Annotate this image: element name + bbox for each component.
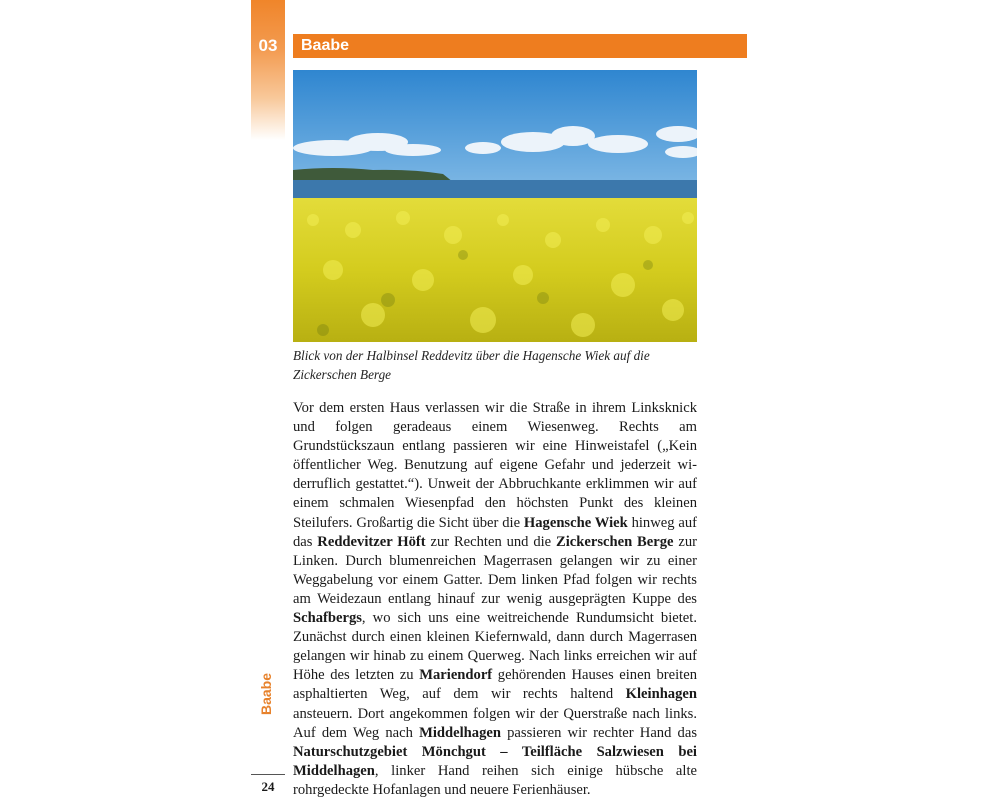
chapter-edge-tab bbox=[251, 0, 285, 140]
side-chapter-label: Baabe bbox=[258, 672, 274, 715]
body-text-run: zur Rechten und die bbox=[425, 533, 556, 550]
body-text-run: zur Linken. Durch blumenreichen Magerrasen gelangen wir zu einer Weggabelung vor einem Gatter. Dem linken Pfad folgen wir rechts am Weidezaun entlang hinauf zur wenig ausgeprägten Kuppe des bbox=[293, 533, 697, 607]
body-text-run: hinweg auf das bbox=[293, 514, 697, 550]
sky bbox=[293, 70, 697, 185]
body-text-run: passieren wir rechter Hand das bbox=[500, 724, 697, 741]
bold-place-name: Hagensche Wiek bbox=[523, 514, 628, 531]
landscape-photo bbox=[293, 70, 697, 342]
body-text-run: , linker Hand reihen sich einige hübsche alte rohrgedeckte Hofanlagen und neuere Ferienhäuser. bbox=[293, 762, 697, 798]
chapter-title: Baabe bbox=[301, 37, 350, 54]
bold-place-name: Schafbergs bbox=[293, 610, 362, 627]
bold-place-name: Kleinhagen bbox=[625, 686, 697, 703]
body-text-run: Vor dem ersten Haus verlassen wir die Straße in ihrem Linksknick und folgen geradeaus einem Wiesenweg. Rechts am Grundstückszaun entlang passieren wir eine Hinweistafel („Kein öffentlicher Weg. Benutzung auf eigene Gefahr und jederzeit widerruflich gestattet.“). Unweit der Abbruchkante erklimmen wir auf einem schmalen Wiesenpfad den höchsten Punkt des kleinen Steilufers. Großartig die Sicht über die bbox=[293, 400, 697, 531]
chapter-number: 03 bbox=[258, 36, 278, 55]
page-number-rule bbox=[251, 774, 285, 775]
bold-place-name: Zickerschen Berge bbox=[556, 533, 674, 550]
chapter-header-bar bbox=[293, 34, 747, 58]
body-text-run: ansteuern. Dort angekommen folgen wir der Querstraße nach links. Auf dem Weg nach bbox=[293, 705, 697, 741]
page-number: 24 bbox=[261, 779, 275, 794]
body-text-run: , wo sich uns eine weitreichende Rundumsicht bietet. Zunächst durch einen kleinen Kiefernwald, dann durch Magerrasen gelangen wir hinab zu einem Querweg. Nach links erreichen wir auf Höhe des letzten zu bbox=[293, 610, 697, 684]
bold-place-name: Naturschutzgebiet Mönchgut – Teilfläche Salzwiesen bei Middelhagen bbox=[293, 743, 697, 779]
photo-caption: Blick von der Halbinsel Reddevitz über die Hagensche Wiek auf die Zickerschen Berge bbox=[293, 348, 650, 382]
bold-place-name: Reddevitzer Höft bbox=[317, 533, 426, 550]
body-text bbox=[293, 399, 697, 800]
bold-place-name: Middelhagen bbox=[419, 724, 501, 741]
bold-place-name: Mariendorf bbox=[419, 667, 493, 684]
body-text-run: gehörenden Hauses einen breiten asphaltierten Weg, auf dem wir rechts haltend bbox=[293, 667, 697, 703]
